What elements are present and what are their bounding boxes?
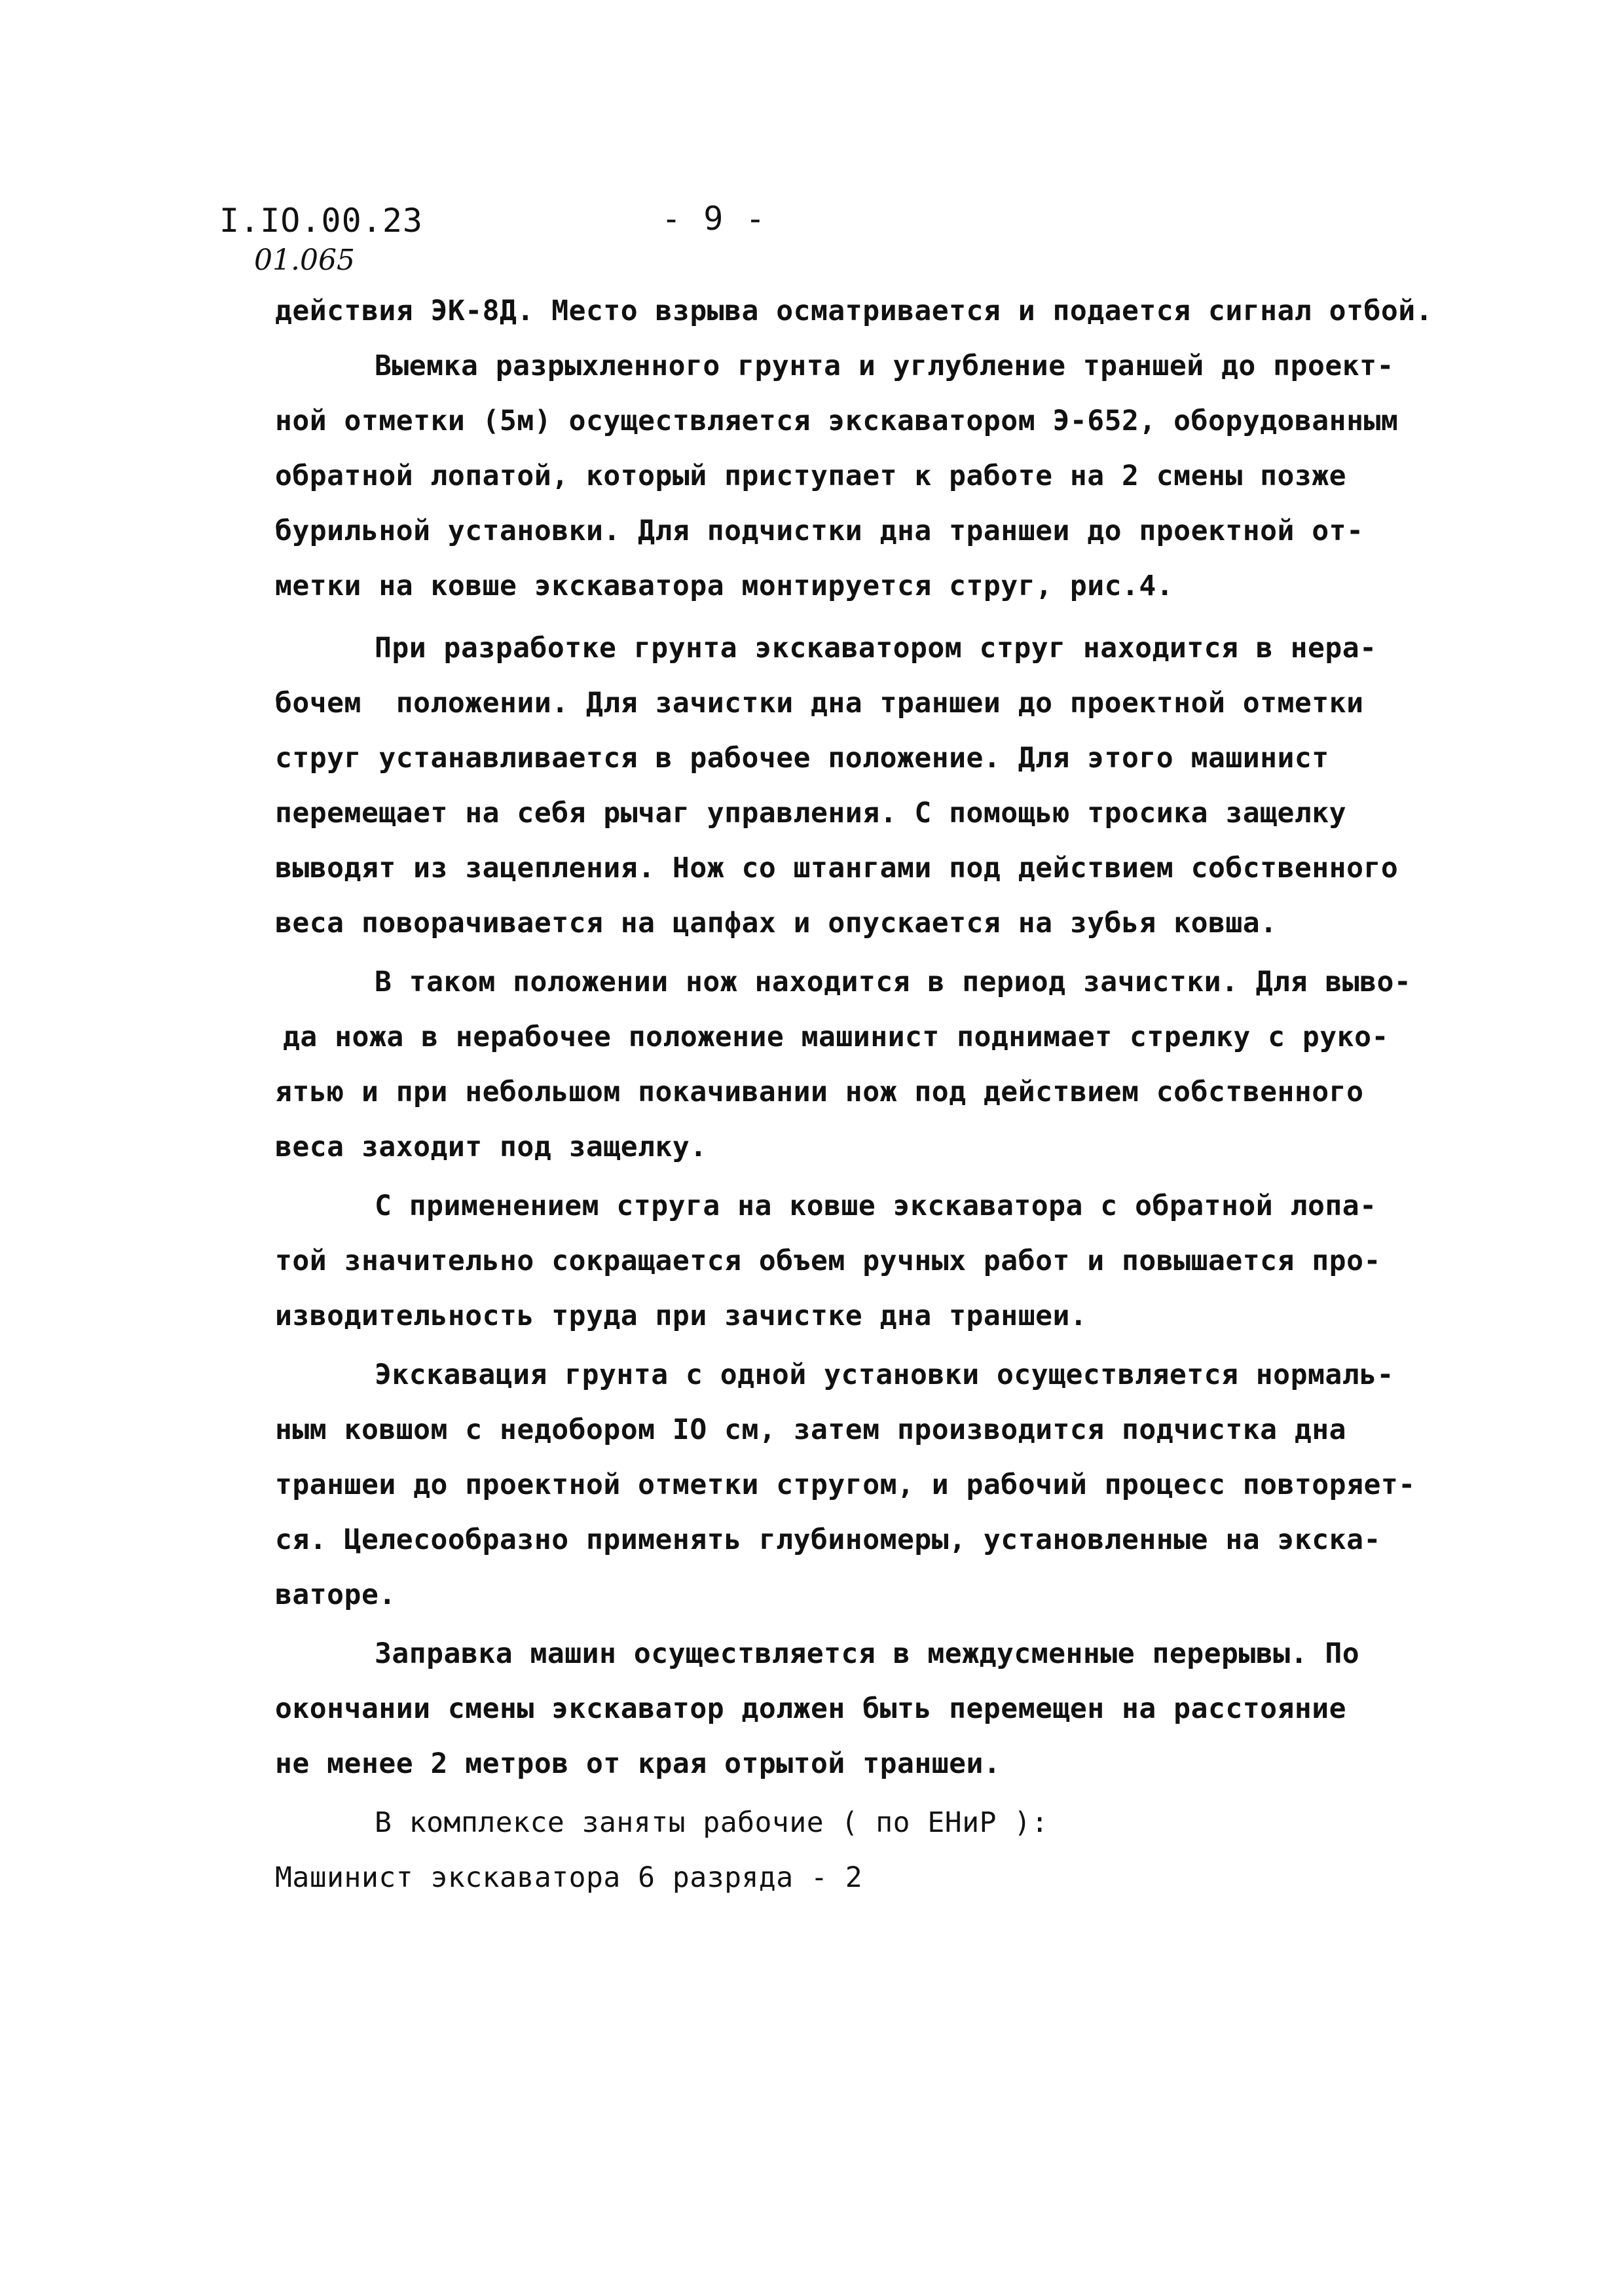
handwritten-code: 01.065	[254, 244, 355, 277]
text-line: веса поворачивается на цапфах и опускается на зубья ковша.	[275, 907, 1278, 939]
text-line: ным ковшом с недобором IO см, затем производится подчистка дна	[275, 1413, 1347, 1446]
text-line: траншеи до проектной отметки стругом, и рабочий процесс повторяет-	[275, 1468, 1416, 1501]
text-line: бурильной установки. Для подчистки дна траншеи до проектной от-	[275, 515, 1364, 547]
text-line: метки на ковше экскаватора монтируется струг, рис.4.	[275, 570, 1174, 602]
text-line: обратной лопатой, который приступает к работе на 2 смены позже	[275, 460, 1347, 492]
text-line: бочем положении. Для зачистки дна траншеи до проектной отметки	[275, 687, 1364, 720]
document-code: I.IO.00.23	[219, 202, 424, 240]
text-line: ваторе.	[275, 1578, 396, 1611]
text-line: При разработке грунта экскаватором струг находится в нера-	[375, 632, 1377, 665]
text-line: перемещает на себя рычаг управления. С помощью тросика защелку	[275, 797, 1347, 829]
text-line: той значительно сокращается объем ручных работ и повышается про-	[275, 1245, 1381, 1277]
page-number: - 9 -	[661, 200, 767, 238]
text-line: Машинист экскаватора 6 разряда - 2	[275, 1861, 863, 1894]
text-line: изводительность труда при зачистке дна траншеи.	[275, 1300, 1088, 1332]
text-line: выводят из зацепления. Нож со штангами под действием собственного	[275, 852, 1399, 884]
text-line: С применением струга на ковше экскаватора с обратной лопа-	[375, 1190, 1377, 1222]
text-line: ной отметки (5м) осуществляется экскаватором Э-652, оборудованным	[275, 405, 1399, 437]
text-line: не менее 2 метров от края отрытой траншеи.	[275, 1747, 1001, 1780]
text-line: В комплексе заняты рабочие ( по ЕНиР ):	[375, 1806, 1049, 1839]
text-line: В таком положении нож находится в период зачистки. Для выво-	[375, 966, 1412, 998]
text-line: Экскавация грунта с одной установки осуществляется нормаль-	[375, 1358, 1394, 1391]
text-line: Выемка разрыхленного грунта и углубление траншей до проект-	[375, 350, 1394, 382]
text-line: ятью и при небольшом покачивании нож под действием собственного	[275, 1076, 1364, 1108]
text-line: Заправка машин осуществляется в междусменные перерывы. По	[375, 1637, 1360, 1670]
text-line: окончании смены экскаватор должен быть перемещен на расстояние	[275, 1692, 1347, 1725]
text-line: да ножа в нерабочее положение машинист поднимает стрелку с руко-	[283, 1021, 1389, 1053]
text-line: ся. Целесообразно применять глубиномеры, установленные на экска-	[275, 1523, 1381, 1556]
text-line: веса заходит под защелку.	[275, 1131, 707, 1163]
text-line: струг устанавливается в рабочее положение. Для этого машинист	[275, 742, 1329, 774]
text-line: действия ЭК-8Д. Место взрыва осматривается и подается сигнал отбой.	[275, 295, 1433, 327]
